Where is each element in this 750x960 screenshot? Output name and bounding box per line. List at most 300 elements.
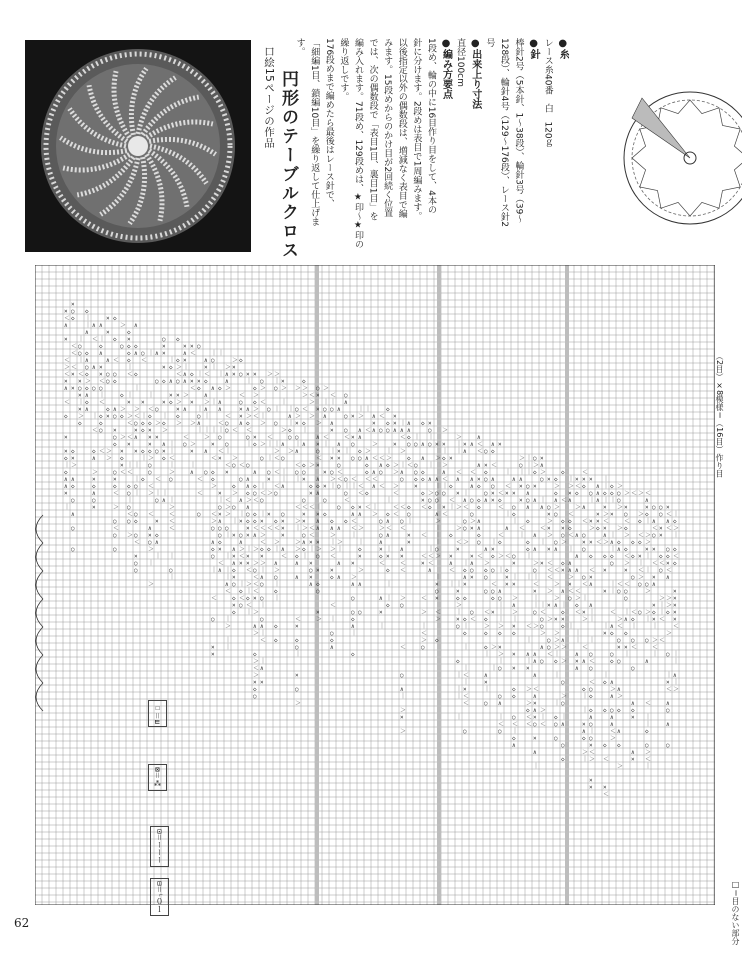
svg-text:∧: ∧	[344, 399, 348, 406]
instruction-line: ●編み方要点	[440, 38, 452, 99]
svg-text:○: ○	[295, 686, 299, 693]
svg-text:＜: ＜	[316, 455, 323, 462]
svg-text:∧: ∧	[666, 721, 670, 728]
svg-text:｜: ｜	[631, 623, 638, 630]
svg-text:◇: ◇	[232, 483, 236, 490]
svg-text:∧: ∧	[246, 406, 250, 413]
svg-text:｜: ｜	[92, 413, 99, 420]
svg-text:＞: ＞	[232, 490, 239, 497]
svg-text:◇: ◇	[176, 357, 180, 364]
svg-text:∧: ∧	[134, 350, 138, 357]
svg-text:×: ×	[232, 553, 236, 560]
svg-text:×: ×	[253, 679, 257, 686]
svg-text:｜: ｜	[78, 357, 85, 364]
svg-text:＞: ＞	[610, 735, 617, 742]
svg-text:◇: ◇	[211, 476, 215, 483]
svg-text:×: ×	[302, 476, 306, 483]
svg-text:×: ×	[624, 644, 628, 651]
svg-text:◇: ◇	[498, 497, 502, 504]
svg-text:○: ○	[239, 371, 243, 378]
svg-text:×: ×	[337, 455, 341, 462]
svg-text:＜: ＜	[645, 700, 652, 707]
svg-text:｜: ｜	[568, 476, 575, 483]
svg-text:＜: ＜	[141, 357, 148, 364]
svg-text:＞: ＞	[393, 462, 400, 469]
svg-text:◇: ◇	[568, 518, 572, 525]
svg-text:◇: ◇	[498, 630, 502, 637]
svg-text:｜: ｜	[414, 434, 421, 441]
svg-text:＞: ＞	[533, 623, 540, 630]
svg-text:○: ○	[274, 490, 278, 497]
svg-text:○: ○	[260, 581, 264, 588]
svg-text:｜: ｜	[526, 574, 533, 581]
svg-text:∧: ∧	[379, 462, 383, 469]
svg-text:｜: ｜	[330, 616, 337, 623]
svg-text:＜: ＜	[400, 560, 407, 567]
svg-text:∧: ∧	[463, 497, 467, 504]
svg-text:＜: ＜	[491, 462, 498, 469]
svg-text:＜: ＜	[260, 539, 267, 546]
svg-text:＜: ＜	[421, 595, 428, 602]
svg-text:＞: ＞	[365, 448, 372, 455]
svg-text:×: ×	[190, 343, 194, 350]
svg-text:｜: ｜	[225, 448, 232, 455]
svg-text:∧: ∧	[358, 511, 362, 518]
svg-text:∧: ∧	[218, 567, 222, 574]
svg-text:×: ×	[239, 518, 243, 525]
svg-text:×: ×	[673, 595, 677, 602]
svg-text:×: ×	[589, 539, 593, 546]
svg-text:＞: ＞	[281, 427, 288, 434]
svg-text:×: ×	[568, 490, 572, 497]
svg-text:＜: ＜	[421, 532, 428, 539]
svg-text:＜: ＜	[498, 721, 505, 728]
svg-text:×: ×	[673, 609, 677, 616]
svg-text:○: ○	[232, 462, 236, 469]
svg-text:○: ○	[120, 343, 124, 350]
svg-text:×: ×	[393, 420, 397, 427]
svg-text:∧: ∧	[260, 665, 264, 672]
svg-text:○: ○	[484, 574, 488, 581]
svg-text:＜: ＜	[274, 455, 281, 462]
svg-text:○: ○	[589, 651, 593, 658]
svg-text:＞: ＞	[393, 483, 400, 490]
svg-text:｜: ｜	[435, 574, 442, 581]
svg-text:∧: ∧	[421, 455, 425, 462]
svg-text:◇: ◇	[589, 707, 593, 714]
svg-text:｜: ｜	[435, 532, 442, 539]
svg-text:＞: ＞	[302, 392, 309, 399]
svg-text:＞: ＞	[456, 434, 463, 441]
svg-text:∧: ∧	[456, 476, 460, 483]
svg-text:×: ×	[372, 420, 376, 427]
svg-text:｜: ｜	[533, 574, 540, 581]
svg-text:｜: ｜	[645, 553, 652, 560]
svg-text:◇: ◇	[610, 630, 614, 637]
svg-text:｜: ｜	[589, 637, 596, 644]
svg-text:∧: ∧	[554, 602, 558, 609]
svg-text:○: ○	[232, 504, 236, 511]
svg-text:×: ×	[659, 532, 663, 539]
svg-text:｜: ｜	[491, 539, 498, 546]
svg-text:○: ○	[666, 742, 670, 749]
svg-text:＞: ＞	[358, 413, 365, 420]
svg-text:｜: ｜	[169, 448, 176, 455]
svg-text:｜: ｜	[295, 525, 302, 532]
svg-text:◇: ◇	[134, 371, 138, 378]
svg-text:｜: ｜	[589, 616, 596, 623]
svg-text:＞: ＞	[645, 539, 652, 546]
svg-text:○: ○	[134, 420, 138, 427]
svg-text:◇: ◇	[568, 525, 572, 532]
svg-text:○: ○	[274, 385, 278, 392]
svg-text:◇: ◇	[365, 462, 369, 469]
svg-text:＜: ＜	[253, 413, 260, 420]
svg-text:＞: ＞	[638, 490, 645, 497]
svg-text:◇: ◇	[526, 546, 530, 553]
svg-text:◇: ◇	[561, 609, 565, 616]
svg-text:◇: ◇	[351, 504, 355, 511]
svg-text:×: ×	[239, 413, 243, 420]
svg-text:○: ○	[470, 567, 474, 574]
svg-text:◇: ◇	[617, 742, 621, 749]
svg-text:∧: ∧	[554, 546, 558, 553]
svg-text:｜: ｜	[344, 448, 351, 455]
svg-text:＞: ＞	[484, 623, 491, 630]
svg-text:＞: ＞	[547, 616, 554, 623]
svg-text:○: ○	[589, 665, 593, 672]
svg-text:◇: ◇	[512, 735, 516, 742]
svg-text:◇: ◇	[386, 406, 390, 413]
svg-text:◇: ◇	[659, 553, 663, 560]
doily-photo	[25, 40, 251, 252]
svg-text:＜: ＜	[624, 518, 631, 525]
svg-text:×: ×	[463, 686, 467, 693]
svg-text:｜: ｜	[505, 469, 512, 476]
svg-text:＜: ＜	[652, 560, 659, 567]
svg-text:｜: ｜	[246, 441, 253, 448]
svg-text:◇: ◇	[330, 518, 334, 525]
svg-text:｜: ｜	[456, 693, 463, 700]
svg-text:＞: ＞	[666, 602, 673, 609]
svg-text:◇: ◇	[323, 511, 327, 518]
svg-text:○: ○	[267, 469, 271, 476]
svg-text:｜: ｜	[540, 602, 547, 609]
svg-text:×: ×	[183, 357, 187, 364]
svg-text:○: ○	[533, 567, 537, 574]
svg-text:｜: ｜	[246, 546, 253, 553]
svg-text:◇: ◇	[239, 357, 243, 364]
svg-text:∧: ∧	[183, 350, 187, 357]
svg-text:｜: ｜	[645, 763, 652, 770]
svg-text:＞: ＞	[260, 385, 267, 392]
svg-text:×: ×	[64, 434, 68, 441]
svg-text:＜: ＜	[197, 490, 204, 497]
svg-text:○: ○	[316, 385, 320, 392]
svg-text:∧: ∧	[470, 560, 474, 567]
svg-text:×: ×	[71, 371, 75, 378]
svg-text:○: ○	[246, 434, 250, 441]
svg-text:｜: ｜	[281, 469, 288, 476]
svg-text:＞: ＞	[78, 413, 85, 420]
svg-text:＞: ＞	[295, 385, 302, 392]
svg-text:∧: ∧	[575, 665, 579, 672]
svg-text:×: ×	[113, 427, 117, 434]
svg-text:○: ○	[638, 581, 642, 588]
svg-text:｜: ｜	[169, 357, 176, 364]
svg-text:＞: ＞	[295, 700, 302, 707]
svg-text:×: ×	[323, 469, 327, 476]
svg-text:｜: ｜	[323, 399, 330, 406]
svg-text:×: ×	[379, 546, 383, 553]
svg-text:∧: ∧	[92, 322, 96, 329]
svg-text:＞: ＞	[645, 609, 652, 616]
svg-text:｜: ｜	[673, 658, 680, 665]
svg-text:○: ○	[351, 441, 355, 448]
svg-text:∧: ∧	[512, 742, 516, 749]
svg-text:＜: ＜	[659, 616, 666, 623]
svg-text:＞: ＞	[302, 385, 309, 392]
svg-text:○: ○	[330, 630, 334, 637]
svg-text:×: ×	[407, 532, 411, 539]
svg-text:∧: ∧	[491, 476, 495, 483]
svg-text:○: ○	[610, 651, 614, 658]
svg-text:○: ○	[274, 574, 278, 581]
svg-text:○: ○	[337, 462, 341, 469]
svg-text:○: ○	[85, 364, 89, 371]
svg-text:＜: ＜	[645, 490, 652, 497]
svg-text:＞: ＞	[442, 427, 449, 434]
svg-text:×: ×	[295, 672, 299, 679]
svg-text:○: ○	[477, 539, 481, 546]
svg-text:×: ×	[106, 315, 110, 322]
svg-text:○: ○	[568, 595, 572, 602]
svg-text:＞: ＞	[624, 490, 631, 497]
svg-text:∧: ∧	[169, 378, 173, 385]
svg-text:◇: ◇	[610, 553, 614, 560]
svg-text:｜: ｜	[610, 532, 617, 539]
svg-text:＜: ＜	[582, 644, 589, 651]
svg-text:｜: ｜	[561, 602, 568, 609]
svg-text:◇: ◇	[603, 679, 607, 686]
svg-text:○: ○	[218, 504, 222, 511]
svg-text:＞: ＞	[617, 763, 624, 770]
svg-text:＞: ＞	[330, 532, 337, 539]
svg-text:∧: ∧	[568, 567, 572, 574]
svg-text:◇: ◇	[603, 490, 607, 497]
svg-text:∧: ∧	[246, 504, 250, 511]
svg-text:｜: ｜	[225, 553, 232, 560]
svg-text:×: ×	[547, 525, 551, 532]
svg-text:∧: ∧	[295, 560, 299, 567]
svg-text:∧: ∧	[337, 525, 341, 532]
svg-text:◇: ◇	[512, 693, 516, 700]
svg-text:×: ×	[232, 371, 236, 378]
svg-text:◇: ◇	[295, 553, 299, 560]
svg-text:∧: ∧	[666, 574, 670, 581]
page-title: 円形のテーブルクロス	[278, 70, 298, 260]
svg-text:×: ×	[456, 588, 460, 595]
svg-text:｜: ｜	[582, 595, 589, 602]
svg-text:×: ×	[78, 406, 82, 413]
svg-text:＞: ＞	[246, 497, 253, 504]
svg-text:○: ○	[155, 378, 159, 385]
svg-text:×: ×	[190, 399, 194, 406]
svg-text:＜: ＜	[624, 553, 631, 560]
svg-text:＜: ＜	[190, 350, 197, 357]
svg-text:∧: ∧	[337, 406, 341, 413]
svg-text:｜: ｜	[162, 413, 169, 420]
svg-text:◇: ◇	[176, 336, 180, 343]
svg-text:○: ○	[316, 553, 320, 560]
svg-text:×: ×	[540, 455, 544, 462]
svg-text:＜: ＜	[477, 448, 484, 455]
svg-text:＞: ＞	[190, 420, 197, 427]
svg-text:×: ×	[582, 476, 586, 483]
svg-text:＜: ＜	[253, 581, 260, 588]
svg-text:◇: ◇	[554, 490, 558, 497]
svg-text:＞: ＞	[176, 420, 183, 427]
svg-text:｜: ｜	[456, 714, 463, 721]
svg-text:∧: ∧	[148, 525, 152, 532]
svg-text:○: ○	[260, 378, 264, 385]
svg-text:＞: ＞	[372, 441, 379, 448]
svg-text:＜: ＜	[589, 679, 596, 686]
svg-text:＜: ＜	[610, 609, 617, 616]
svg-text:×: ×	[316, 539, 320, 546]
svg-text:◇: ◇	[673, 518, 677, 525]
svg-text:∧: ∧	[512, 476, 516, 483]
svg-text:＜: ＜	[148, 483, 155, 490]
svg-text:＜: ＜	[582, 469, 589, 476]
svg-text:＜: ＜	[113, 357, 120, 364]
svg-text:＜: ＜	[631, 609, 638, 616]
svg-text:＞: ＞	[533, 462, 540, 469]
svg-text:｜: ｜	[456, 609, 463, 616]
svg-text:＞: ＞	[526, 700, 533, 707]
svg-text:○: ○	[484, 490, 488, 497]
svg-text:×: ×	[253, 434, 257, 441]
svg-text:◇: ◇	[582, 735, 586, 742]
svg-text:○: ○	[470, 609, 474, 616]
svg-text:＞: ＞	[568, 483, 575, 490]
svg-text:＞: ＞	[169, 504, 176, 511]
svg-text:○: ○	[652, 532, 656, 539]
svg-text:｜: ｜	[610, 546, 617, 553]
svg-text:×: ×	[561, 616, 565, 623]
svg-text:｜: ｜	[148, 392, 155, 399]
svg-text:＜: ＜	[533, 686, 540, 693]
svg-text:∧: ∧	[134, 434, 138, 441]
svg-text:｜: ｜	[281, 476, 288, 483]
svg-text:｜: ｜	[141, 455, 148, 462]
svg-text:＜: ＜	[323, 434, 330, 441]
svg-text:∧: ∧	[358, 581, 362, 588]
svg-text:×: ×	[211, 651, 215, 658]
svg-text:＜: ＜	[407, 462, 414, 469]
svg-text:＞: ＞	[435, 616, 442, 623]
svg-text:×: ×	[526, 665, 530, 672]
svg-text:×: ×	[99, 364, 103, 371]
svg-text:○: ○	[211, 525, 215, 532]
svg-text:｜: ｜	[428, 434, 435, 441]
svg-text:∧: ∧	[253, 623, 257, 630]
svg-text:＜: ＜	[540, 721, 547, 728]
svg-text:×: ×	[463, 581, 467, 588]
svg-text:◇: ◇	[330, 574, 334, 581]
svg-text:×: ×	[407, 539, 411, 546]
svg-text:＜: ＜	[463, 504, 470, 511]
svg-text:＜: ＜	[631, 490, 638, 497]
svg-text:＞: ＞	[253, 406, 260, 413]
svg-text:◇: ◇	[645, 728, 649, 735]
svg-text:◇: ◇	[85, 385, 89, 392]
svg-text:＜: ＜	[92, 427, 99, 434]
svg-text:○: ○	[92, 385, 96, 392]
svg-text:○: ○	[344, 427, 348, 434]
svg-text:∧: ∧	[337, 441, 341, 448]
svg-text:｜: ｜	[463, 644, 470, 651]
svg-text:＞: ＞	[554, 644, 561, 651]
svg-text:｜: ｜	[449, 581, 456, 588]
svg-text:＜: ＜	[302, 406, 309, 413]
svg-text:◇: ◇	[246, 595, 250, 602]
svg-text:＞: ＞	[225, 623, 232, 630]
svg-text:｜: ｜	[134, 385, 141, 392]
svg-text:＞: ＞	[288, 448, 295, 455]
svg-text:○: ○	[295, 406, 299, 413]
svg-text:＞: ＞	[435, 553, 442, 560]
svg-text:｜: ｜	[127, 392, 134, 399]
svg-text:＜: ＜	[379, 483, 386, 490]
svg-text:○: ○	[323, 497, 327, 504]
svg-text:｜: ｜	[225, 567, 232, 574]
svg-text:＞: ＞	[148, 455, 155, 462]
svg-text:＜: ＜	[253, 525, 260, 532]
svg-text:×: ×	[351, 560, 355, 567]
svg-text:＜: ＜	[484, 609, 491, 616]
svg-text:○: ○	[113, 546, 117, 553]
svg-text:×: ×	[78, 378, 82, 385]
svg-text:｜: ｜	[351, 532, 358, 539]
svg-text:∧: ∧	[533, 651, 537, 658]
svg-text:○: ○	[253, 567, 257, 574]
svg-text:○: ○	[414, 462, 418, 469]
svg-text:○: ○	[617, 658, 621, 665]
svg-text:｜: ｜	[666, 672, 673, 679]
svg-text:×: ×	[232, 574, 236, 581]
instruction-line: では、次の偶数段で「表目1目、裏目1目」を	[367, 38, 378, 221]
svg-text:×: ×	[232, 532, 236, 539]
svg-text:×: ×	[442, 441, 446, 448]
svg-text:×: ×	[512, 490, 516, 497]
svg-text:×: ×	[603, 588, 607, 595]
knitting-chart	[35, 265, 715, 909]
svg-text:＞: ＞	[295, 539, 302, 546]
svg-text:◇: ◇	[232, 609, 236, 616]
svg-text:○: ○	[484, 700, 488, 707]
chart-note: □＝目のない部分	[731, 880, 740, 945]
svg-text:◇: ◇	[491, 595, 495, 602]
svg-text:＞: ＞	[617, 693, 624, 700]
svg-text:○: ○	[183, 441, 187, 448]
svg-text:○: ○	[554, 511, 558, 518]
svg-text:×: ×	[64, 336, 68, 343]
svg-text:○: ○	[645, 637, 649, 644]
svg-text:○: ○	[666, 651, 670, 658]
svg-text:○: ○	[498, 728, 502, 735]
svg-text:｜: ｜	[316, 504, 323, 511]
